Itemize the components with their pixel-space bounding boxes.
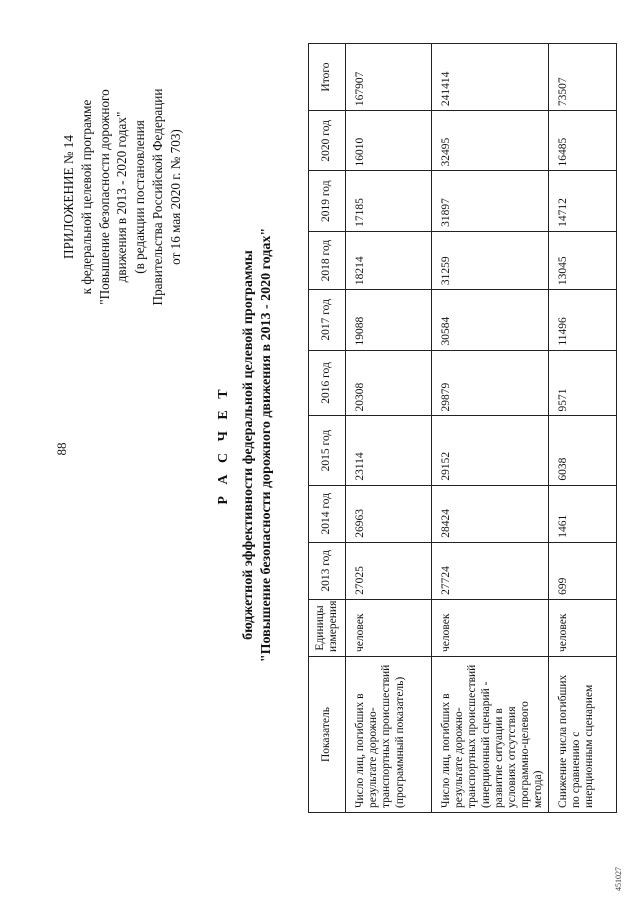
annex-heading: ПРИЛОЖЕНИЕ № 14 — [61, 135, 76, 259]
table-row — [432, 44, 549, 813]
header-total: Итого — [309, 44, 346, 111]
total-cell: 167907 — [346, 44, 432, 111]
table-row — [346, 44, 432, 813]
value-cell: 27025 — [346, 542, 432, 599]
unit-cell: человек — [548, 599, 616, 656]
value-cell: 9571 — [548, 350, 616, 416]
title-calc: Р А С Ч Е Т — [216, 385, 231, 505]
annex-line: движения в 2013 - 2020 годах" — [114, 111, 130, 283]
value-cell: 16485 — [548, 111, 616, 171]
indicator-cell: Число лиц, погибших в результате дорожно-транспортных происшествий (инерционный сценарий - развитие ситуации в условиях отсутствия программно-целевого метода) — [432, 657, 549, 813]
annex-line: (в редакции постановления — [132, 120, 148, 274]
document-code: 451027 — [614, 867, 623, 891]
indicator-cell: Снижение числа погибших по сравнению с инерционным сценарием — [548, 657, 616, 813]
value-cell: 13045 — [548, 231, 616, 289]
header-unit: Единицы измерения — [309, 599, 346, 656]
header-2017: 2017 год — [309, 290, 346, 350]
value-cell: 20308 — [346, 350, 432, 416]
annex-line: от 16 мая 2020 г. № 703) — [167, 129, 183, 265]
table-row — [548, 44, 616, 813]
table-header-row — [309, 44, 346, 813]
value-cell: 30584 — [432, 290, 549, 350]
header-2013: 2013 год — [309, 542, 346, 599]
header-2014: 2014 год — [309, 485, 346, 542]
indicator-cell: Число лиц, погибших в результате дорожно-транспортных происшествий (программный показатель) — [346, 657, 432, 813]
value-cell: 28424 — [432, 485, 549, 542]
efficiency-table — [308, 43, 617, 813]
value-cell: 6038 — [548, 416, 616, 485]
header-2019: 2019 год — [309, 171, 346, 231]
title-program: "Повышение безопасности дорожного движения в 2013 - 2020 годах" — [259, 227, 274, 663]
value-cell: 18214 — [346, 231, 432, 289]
header-indicator: Показатель — [309, 657, 346, 813]
value-cell: 14712 — [548, 171, 616, 231]
document-title — [212, 65, 276, 825]
annex-line: к федеральной целевой программе — [78, 99, 94, 295]
annex-block — [60, 42, 185, 352]
header-2018: 2018 год — [309, 231, 346, 289]
unit-cell: человек — [346, 599, 432, 656]
unit-cell: человек — [432, 599, 549, 656]
value-cell: 31259 — [432, 231, 549, 289]
value-cell: 1461 — [548, 485, 616, 542]
value-cell: 26963 — [346, 485, 432, 542]
total-cell: 73507 — [548, 44, 616, 111]
value-cell: 29879 — [432, 350, 549, 416]
annex-line: Правительства Российской Федерации — [149, 88, 165, 306]
header-2015: 2015 год — [309, 416, 346, 485]
value-cell: 29152 — [432, 416, 549, 485]
value-cell: 27724 — [432, 542, 549, 599]
value-cell: 11496 — [548, 290, 616, 350]
value-cell: 17185 — [346, 171, 432, 231]
value-cell: 699 — [548, 542, 616, 599]
total-cell: 241414 — [432, 44, 549, 111]
title-subject: бюджетной эффективности федеральной целевой программы — [241, 250, 256, 640]
value-cell: 31897 — [432, 171, 549, 231]
page-number: 88 — [54, 442, 69, 456]
value-cell: 16010 — [346, 111, 432, 171]
value-cell: 19088 — [346, 290, 432, 350]
header-2020: 2020 год — [309, 111, 346, 171]
header-2016: 2016 год — [309, 350, 346, 416]
value-cell: 23114 — [346, 416, 432, 485]
value-cell: 32495 — [432, 111, 549, 171]
annex-line: "Повышение безопасности дорожного — [96, 89, 112, 305]
